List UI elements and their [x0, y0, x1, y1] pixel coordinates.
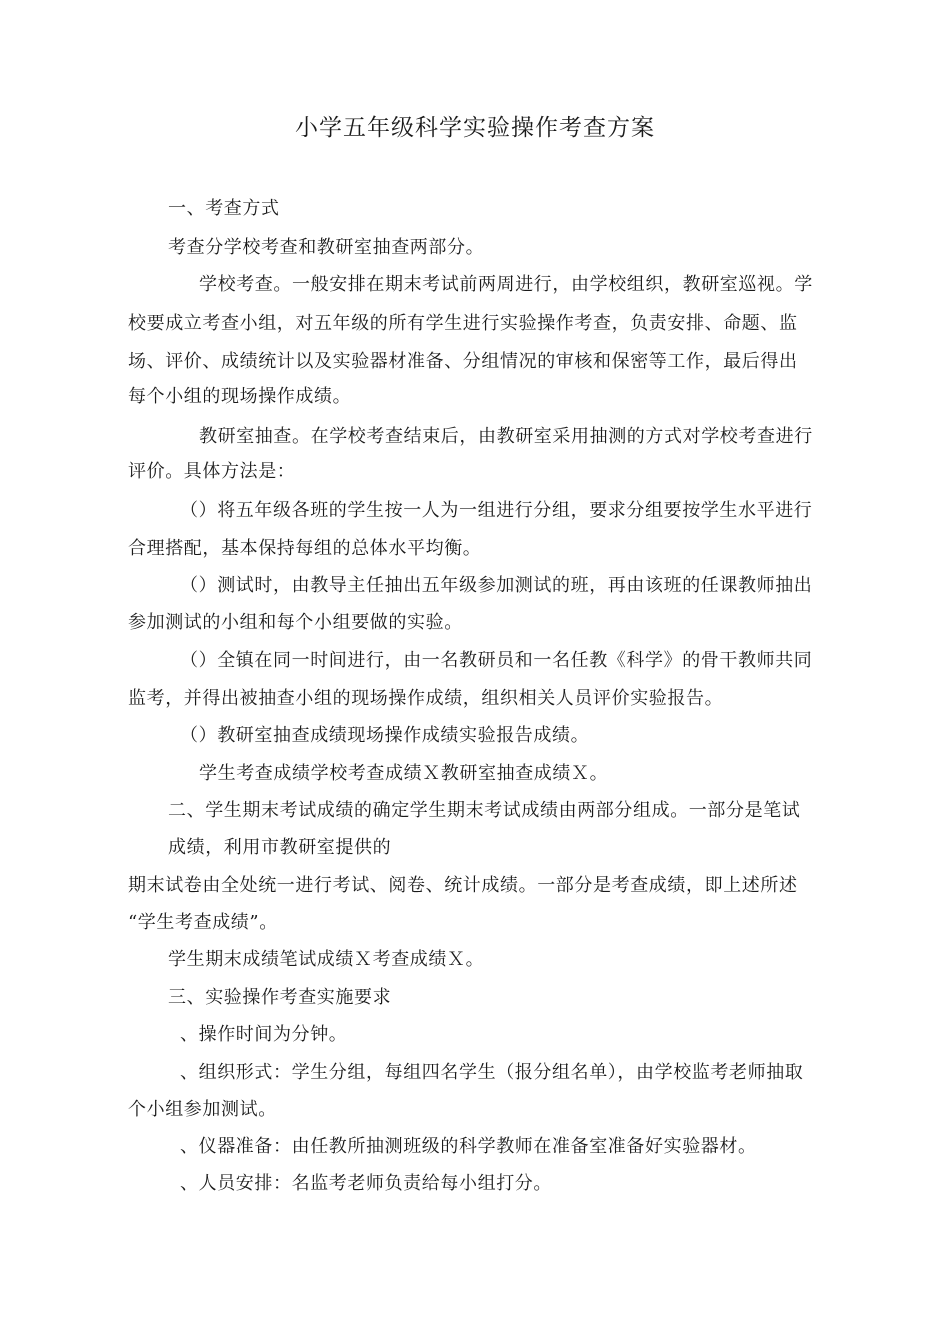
- document-title: 小学五年级科学实验操作考查方案: [295, 115, 655, 141]
- paragraph-line: 场、评价、成绩统计以及实验器材准备、分组情况的审核和保密等工作，最后得出: [128, 351, 798, 372]
- section-heading-3: 三、实验操作考查实施要求: [168, 987, 392, 1008]
- paragraph-line: 成绩，利用市教研室提供的: [168, 837, 392, 858]
- paragraph-line: 评价。具体方法是：: [128, 461, 296, 482]
- paragraph-line: 教研室抽查。在学校考查结束后，由教研室采用抽测的方式对学校考查进行: [199, 426, 813, 447]
- paragraph-line: 期末试卷由全处统一进行考试、阅卷、统计成绩。一部分是考查成绩，即上述所述: [128, 875, 798, 896]
- paragraph-line: 学生期末成绩笔试成绩Ｘ考查成绩Ｘ。: [168, 949, 485, 970]
- paragraph-line: 学校考查。一般安排在期末考试前两周进行，由学校组织，教研室巡视。学: [199, 274, 813, 295]
- paragraph-line: 、人员安排：名监考老师负责给每小组打分。: [180, 1173, 552, 1194]
- paragraph-line: “学生考查成绩”。: [128, 912, 278, 933]
- paragraph-line: （）测试时，由教导主任抽出五年级参加测试的班，再由该班的任课教师抽出: [180, 575, 813, 596]
- paragraph-line: 、操作时间为分钟。: [180, 1024, 348, 1045]
- paragraph-line: 、组织形式：学生分组，每组四名学生（报分组名单），由学校监考老师抽取: [180, 1062, 804, 1083]
- paragraph-line: 参加测试的小组和每个小组要做的实验。: [128, 612, 463, 633]
- paragraph-line: 监考，并得出被抽查小组的现场操作成绩，组织相关人员评价实验报告。: [128, 688, 724, 709]
- paragraph-line: 个小组参加测试。: [128, 1099, 277, 1120]
- paragraph-line: 学生考查成绩学校考查成绩Ｘ教研室抽查成绩Ｘ。: [199, 763, 609, 784]
- paragraph-line: 、仪器准备：由任教所抽测班级的科学教师在准备室准备好实验器材。: [180, 1136, 757, 1157]
- paragraph-line: 合理搭配，基本保持每组的总体水平均衡。: [128, 538, 482, 559]
- paragraph-line: （）教研室抽查成绩现场操作成绩实验报告成绩。: [180, 725, 590, 746]
- paragraph-line: 考查分学校考查和教研室抽查两部分。: [168, 237, 485, 258]
- paragraph-line: （）将五年级各班的学生按一人为一组进行分组，要求分组要按学生水平进行: [180, 500, 813, 521]
- section-heading-1: 一、考查方式: [168, 198, 280, 219]
- section-heading-2: 二、学生期末考试成绩的确定学生期末考试成绩由两部分组成。一部分是笔试: [168, 800, 801, 821]
- paragraph-line: 每个小组的现场操作成绩。: [128, 386, 352, 407]
- paragraph-line: （）全镇在同一时间进行，由一名教研员和一名任教《科学》的骨干教师共同: [180, 650, 813, 671]
- paragraph-line: 校要成立考查小组，对五年级的所有学生进行实验操作考查，负责安排、命题、监: [128, 313, 798, 334]
